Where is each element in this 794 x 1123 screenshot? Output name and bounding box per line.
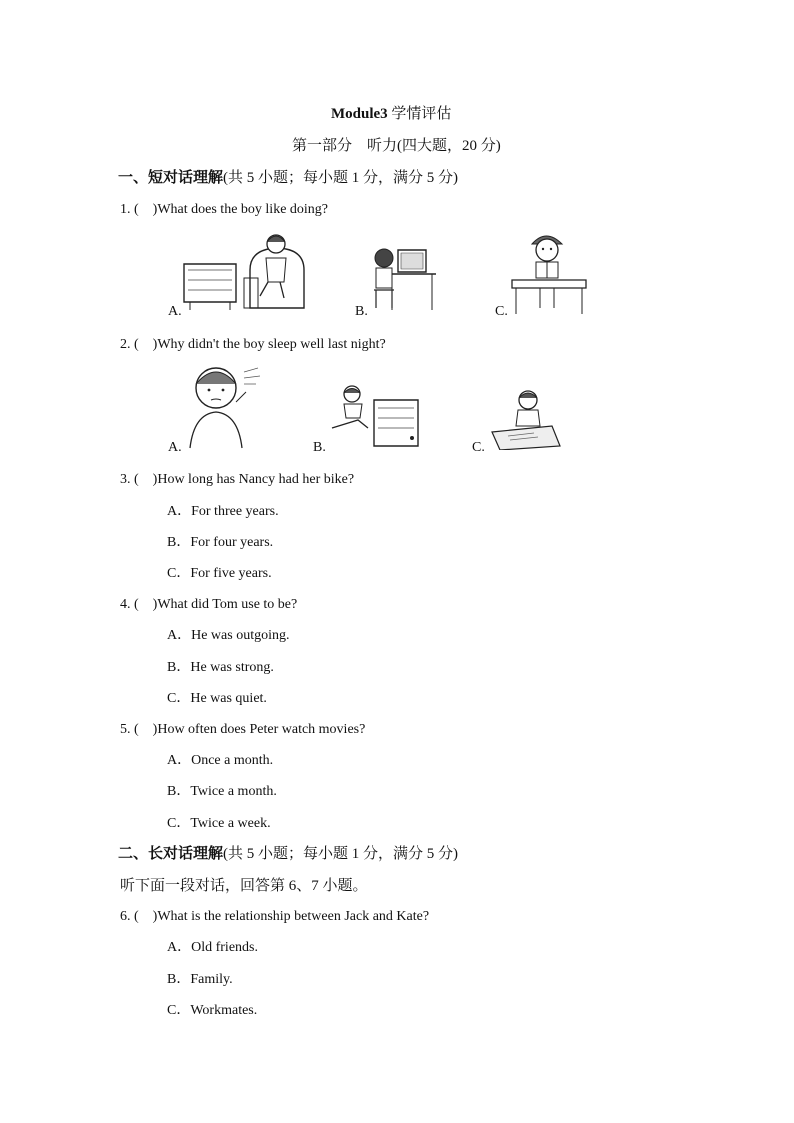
q2-label-b: B. <box>313 440 326 455</box>
boy-watching-tv-icon <box>328 384 422 448</box>
question-1: 1. ( )What does the boy like doing? <box>120 202 329 217</box>
q3-option-c: C．For five years. <box>167 566 272 581</box>
q5-option-a: A．Once a month. <box>167 753 274 768</box>
question-2: 2. ( )Why didn't the boy sleep well last night? <box>120 337 386 352</box>
section-2-heading: 二、长对话理解(共 5 小题；每小题 1 分，满分 5 分) <box>118 846 459 862</box>
q4-option-b: B．He was strong. <box>167 660 274 675</box>
q3-option-b: B．For four years. <box>167 535 274 550</box>
q4-option-a: A．He was outgoing. <box>167 628 290 643</box>
section-2-instruction: 听下面一段对话，回答第 6、7 小题。 <box>120 878 368 894</box>
q5-option-c: C．Twice a week. <box>167 816 271 831</box>
q5-option-b: B．Twice a month. <box>167 784 277 799</box>
boy-watching-tv-icon <box>180 230 310 312</box>
q1-label-a: A. <box>168 304 182 319</box>
question-6: 6. ( )What is the relationship between Jack and Kate? <box>120 909 430 924</box>
sick-boy-icon <box>184 362 264 450</box>
q6-option-b: B．Family. <box>167 972 233 987</box>
q4-option-c: C．He was quiet. <box>167 691 267 706</box>
boy-reading-icon <box>510 228 590 316</box>
q1-label-b: B. <box>355 304 368 319</box>
q6-option-a: A．Old friends. <box>167 940 258 955</box>
q2-label-a: A. <box>168 440 182 455</box>
part-subtitle: 第一部分 听力(四大题，20 分) <box>292 138 501 154</box>
page-title: Module3 学情评估 <box>331 106 452 122</box>
question-4: 4. ( )What did Tom use to be? <box>120 597 298 612</box>
q6-option-c: C．Workmates. <box>167 1003 258 1018</box>
question-5: 5. ( )How often does Peter watch movies? <box>120 722 366 737</box>
boy-at-computer-icon <box>368 240 440 312</box>
q1-label-c: C. <box>495 304 508 319</box>
question-3: 3. ( )How long has Nancy had her bike? <box>120 472 355 487</box>
section-1-heading: 一、短对话理解(共 5 小题；每小题 1 分，满分 5 分) <box>118 170 459 186</box>
boy-studying-icon <box>488 388 564 450</box>
q2-label-c: C. <box>472 440 485 455</box>
q3-option-a: A．For three years. <box>167 504 279 519</box>
